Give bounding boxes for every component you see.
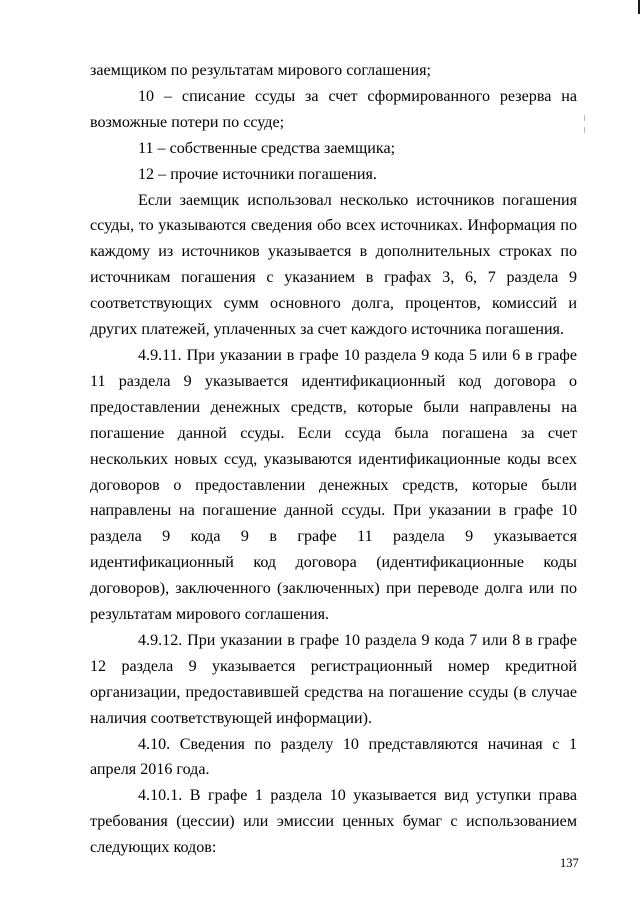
paragraph: 10 – списание ссуды за счет сформированного резерва на возможные потери по ссуде; <box>90 87 577 131</box>
page-number: 137 <box>560 856 579 870</box>
paragraph: 4.10.1. В графе 1 раздела 10 указывается вид уступки права требования (цессии) или эмиссии ценных бумаг с использованием следующих кодов: <box>90 787 577 857</box>
paragraph: 12 – прочие источники погашения. <box>138 165 377 183</box>
document-body <box>90 58 577 861</box>
paragraph: Если заемщик использовал несколько источников погашения ссуды, то указываются сведения обо всех источниках. Информация по каждому из источников указывается в дополнительных строках по источникам погашения с указанием в графах 3, 6, 7 раздела 9 соответствующих сумм основного долга, процентов, комиссий и других платежей, уплаченных за счет каждого источника погашения. <box>90 191 577 339</box>
paragraph: 4.9.12. При указании в графе 10 раздела 9 кода 7 или 8 в графе 12 раздела 9 указывается регистрационный номер кредитной организации, предоставившей средства на погашение ссуды (в случае наличия соответствующей информации). <box>90 631 577 727</box>
paragraph: 4.9.11. При указании в графе 10 раздела 9 кода 5 или 6 в графе 11 раздела 9 указывается идентификационный код договора о предоставлении денежных средств, которые были направлены на погашение данной ссуды. Если ссуда была погашена за счет нескольких новых ссуд, указываются идентификационные коды всех договоров о предоставлении денежных средств, которые были направлены на погашение данной ссуды. При указании в графе 10 раздела 9 кода 9 в графе 11 раздела 9 указывается идентификационный код договора (идентификационные коды договоров), заключенного (заключенных) при переводе долга или по результатам мирового соглашения. <box>90 346 577 624</box>
margin-tick-mark <box>584 127 585 133</box>
paragraph: заемщиком по результатам мирового соглашения; <box>90 62 431 79</box>
paragraph: 11 – собственные средства заемщика; <box>138 139 396 157</box>
margin-tick-mark <box>584 115 585 121</box>
paragraph: 4.10. Сведения по разделу 10 представляются начиная с 1 апреля 2016 года. <box>90 735 577 779</box>
